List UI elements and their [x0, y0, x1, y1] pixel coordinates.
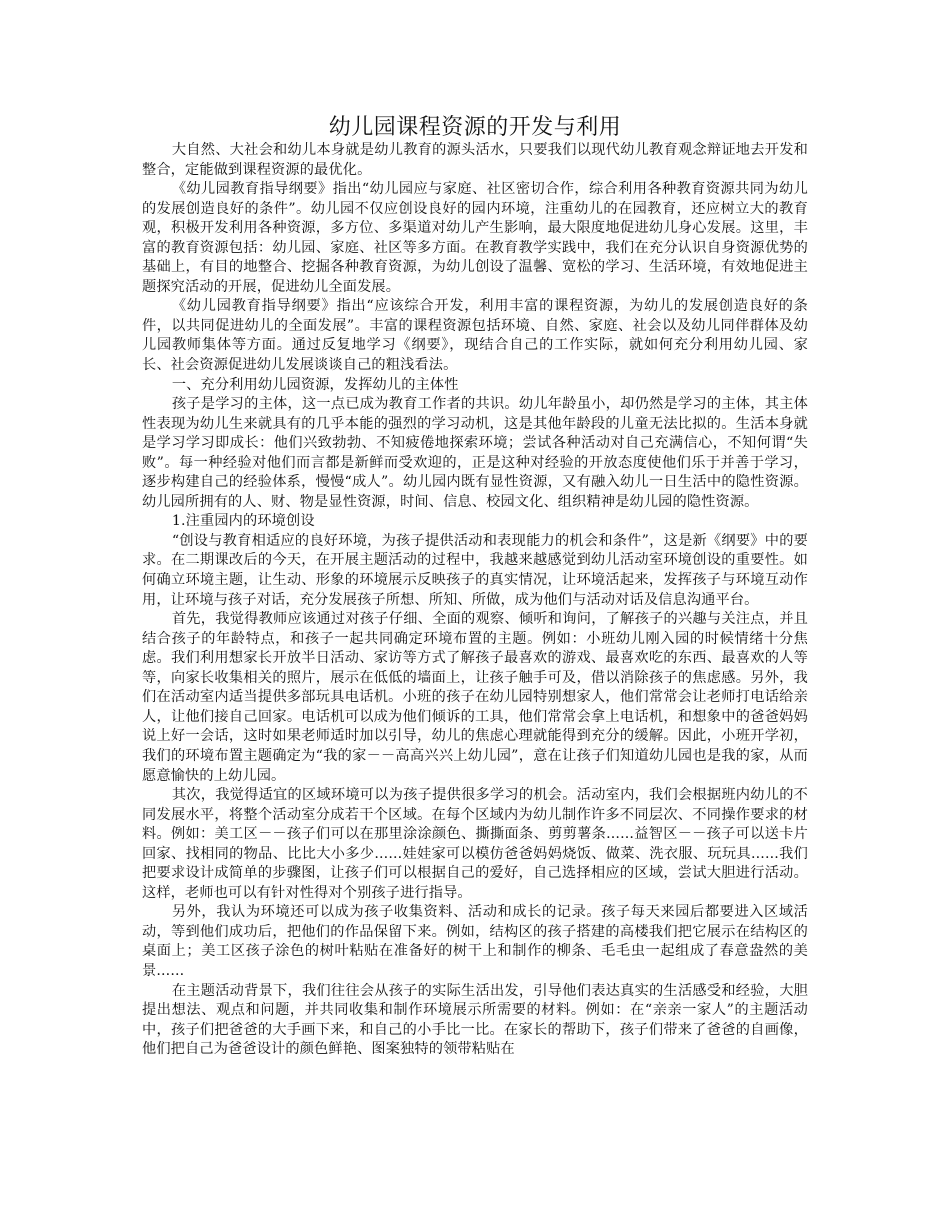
paragraph-environment-requirement: “创设与教育相适应的良好环境，为孩子提供活动和表现能力的机会和条件”，这是新《纲要》中的要求。在二期课改后的今天，在开展主题活动的过程中，我越来越感觉到幼儿活动室环境创设的重要性。如何确立环境主题，让生动、形象的环境展示反映孩子的真实情况，让环境活起来，发挥孩子与环境互动作用，让环境与孩子对话，充分发展孩子所想、所知、所做，成为他们与活动对话及信息沟通平台。 — [142, 532, 808, 608]
document-title: 幼儿园课程资源的开发与利用 — [328, 115, 622, 140]
section-heading-1: 一、充分利用幼儿园资源，发挥幼儿的主体性 — [171, 376, 459, 393]
paragraph-first: 首先，我觉得教师应该通过对孩子仔细、全面的观察、倾听和询问，了解孩子的兴趣与关注点，并且结合孩子的年龄特点，和孩子一起共同确定环境布置的主题。例如：小班幼儿刚入园的时候情绪十分焦虑。我们利用想家长开放半日活动、家访等方式了解孩子最喜欢的游戏、最喜欢吃的东西、最喜欢的人等等，向家长收集相关的照片，展示在低低的墙面上，让孩子触手可及，借以消除孩子的焦虑感。另外，我们在活动室内适当提供多部玩具电话机。小班的孩子在幼儿园特别想家人，他们常常会让老师打电话给亲人，让他们接自己回家。电话机可以成为他们倾诉的工具，他们常常会拿上电话机，和想象中的爸爸妈妈说上好一会话，这时如果老师适时加以引导，幼儿的焦虑心理就能得到充分的缓解。因此，小班开学初，我们的环境布置主题确定为“我的家－－高高兴兴上幼儿园”，意在让孩子们知道幼儿园也是我的家，从而愿意愉快的上幼儿园。 — [142, 611, 808, 784]
paragraph-child-subject: 孩子是学习的主体，这一点已成为教育工作者的共识。幼儿年龄虽小，却仍然是学习的主体，其主体性表现为幼儿生来就具有的几乎本能的强烈的学习动机，这是其他年龄段的儿童无法比拟的。生活本身就是学习学习即成长：他们兴致勃勃、不知疲倦地探索环境；尝试各种活动对自己充满信心，不知何谓“失败”。每一种经验对他们而言都是新鲜而受欢迎的，正是这种对经验的开放态度使他们乐于并善于学习，逐步构建自己的经验体系，慢慢“成人”。幼儿园内既有显性资源，又有融入幼儿一日生活中的隐性资源。幼儿园所拥有的人、财、物是显性资源，时间、信息、校园文化、组织精神是幼儿园的隐性资源。 — [142, 396, 808, 510]
paragraph-theme-activity: 在主题活动背景下，我们往往会从孩子的实际生活出发，引导他们表达真实的生活感受和经验，大胆提出想法、观点和问题，并共同收集和制作环境展示所需要的材料。例如：在“亲亲一家人”的主题活动中，孩子们把爸爸的大手画下来，和自己的小手比一比。在家长的帮助下，孩子们带来了爸爸的自画像，他们把自己为爸爸设计的颜色鲜艳、图案独特的领带粘贴在 — [142, 982, 808, 1058]
paragraph-guideline-resources: 《幼儿园教育指导纲要》指出“应该综合开发，利用丰富的课程资源，为幼儿的发展创造良好的条件，以共同促进幼儿的全面发展”。丰富的课程资源包括环境、自然、家庭、社会以及幼儿同伴群体及幼儿园教师集体等方面。通过反复地学习《纲要》，现结合自己的工作实际，就如何充分利用幼儿园、家长、社会资源促进幼儿发展谈谈自己的粗浅看法。 — [142, 298, 808, 374]
paragraph-guideline-cooperation: 《幼儿园教育指导纲要》指出“幼儿园应与家庭、社区密切合作，综合利用各种教育资源共同为幼儿的发展创造良好的条件”。幼儿园不仅应创设良好的园内环境，注重幼儿的在园教育，还应树立大的教育观，积极开发利用各种资源，多方位、多渠道对幼儿产生影响，最大限度地促进幼儿身心发展。这里，丰富的教育资源包括：幼儿园、家庭、社区等多方面。在教育教学实践中，我们在充分认识自身资源优势的基础上，有目的地整合、挖掘各种教育资源，为幼儿创设了温馨、宽松的学习、生活环境，有效地促进主题探究活动的开展，促进幼儿全面发展。 — [142, 181, 808, 295]
paragraph-additionally: 另外，我认为环境还可以成为孩子收集资料、活动和成长的记录。孩子每天来园后都要进入区域活动，等到他们成功后，把他们的作品保留下来。例如，结构区的孩子搭建的高楼我们把它展示在结构区的桌面上；美工区孩子涂色的树叶粘贴在准备好的树干上和制作的柳条、毛毛虫一起组成了春意盎然的美景...... — [142, 904, 808, 979]
paragraph-intro: 大自然、大社会和幼儿本身就是幼儿教育的源头活水，只要我们以现代幼儿教育观念辩证地去开发和整合，定能做到课程资源的最优化。 — [142, 142, 808, 178]
document-body — [142, 141, 808, 1060]
subsection-heading-1-1: 1.注重园内的环境创设 — [171, 513, 315, 530]
paragraph-second: 其次，我觉得适宜的区域环境可以为孩子提供很多学习的机会。活动室内，我们会根据班内幼儿的不同发展水平，将整个活动室分成若干个区域。在每个区域内为幼儿制作许多不同层次、不同操作要求的材料。例如：美工区－－孩子们可以在那里涂涂颜色、撕撕面条、剪剪薯条......益智区－－孩子可以送卡片回家、找相同的物品、比比大小多少......娃娃家可以模仿爸爸妈妈烧饭、做菜、洗衣服、玩玩具......我们把要求设计成简单的步骤图，让孩子们可以根据自己的爱好，自己选择相应的区域，尝试大胆进行活动。这样，老师也可以有针对性得对个别孩子进行指导。 — [142, 787, 808, 901]
